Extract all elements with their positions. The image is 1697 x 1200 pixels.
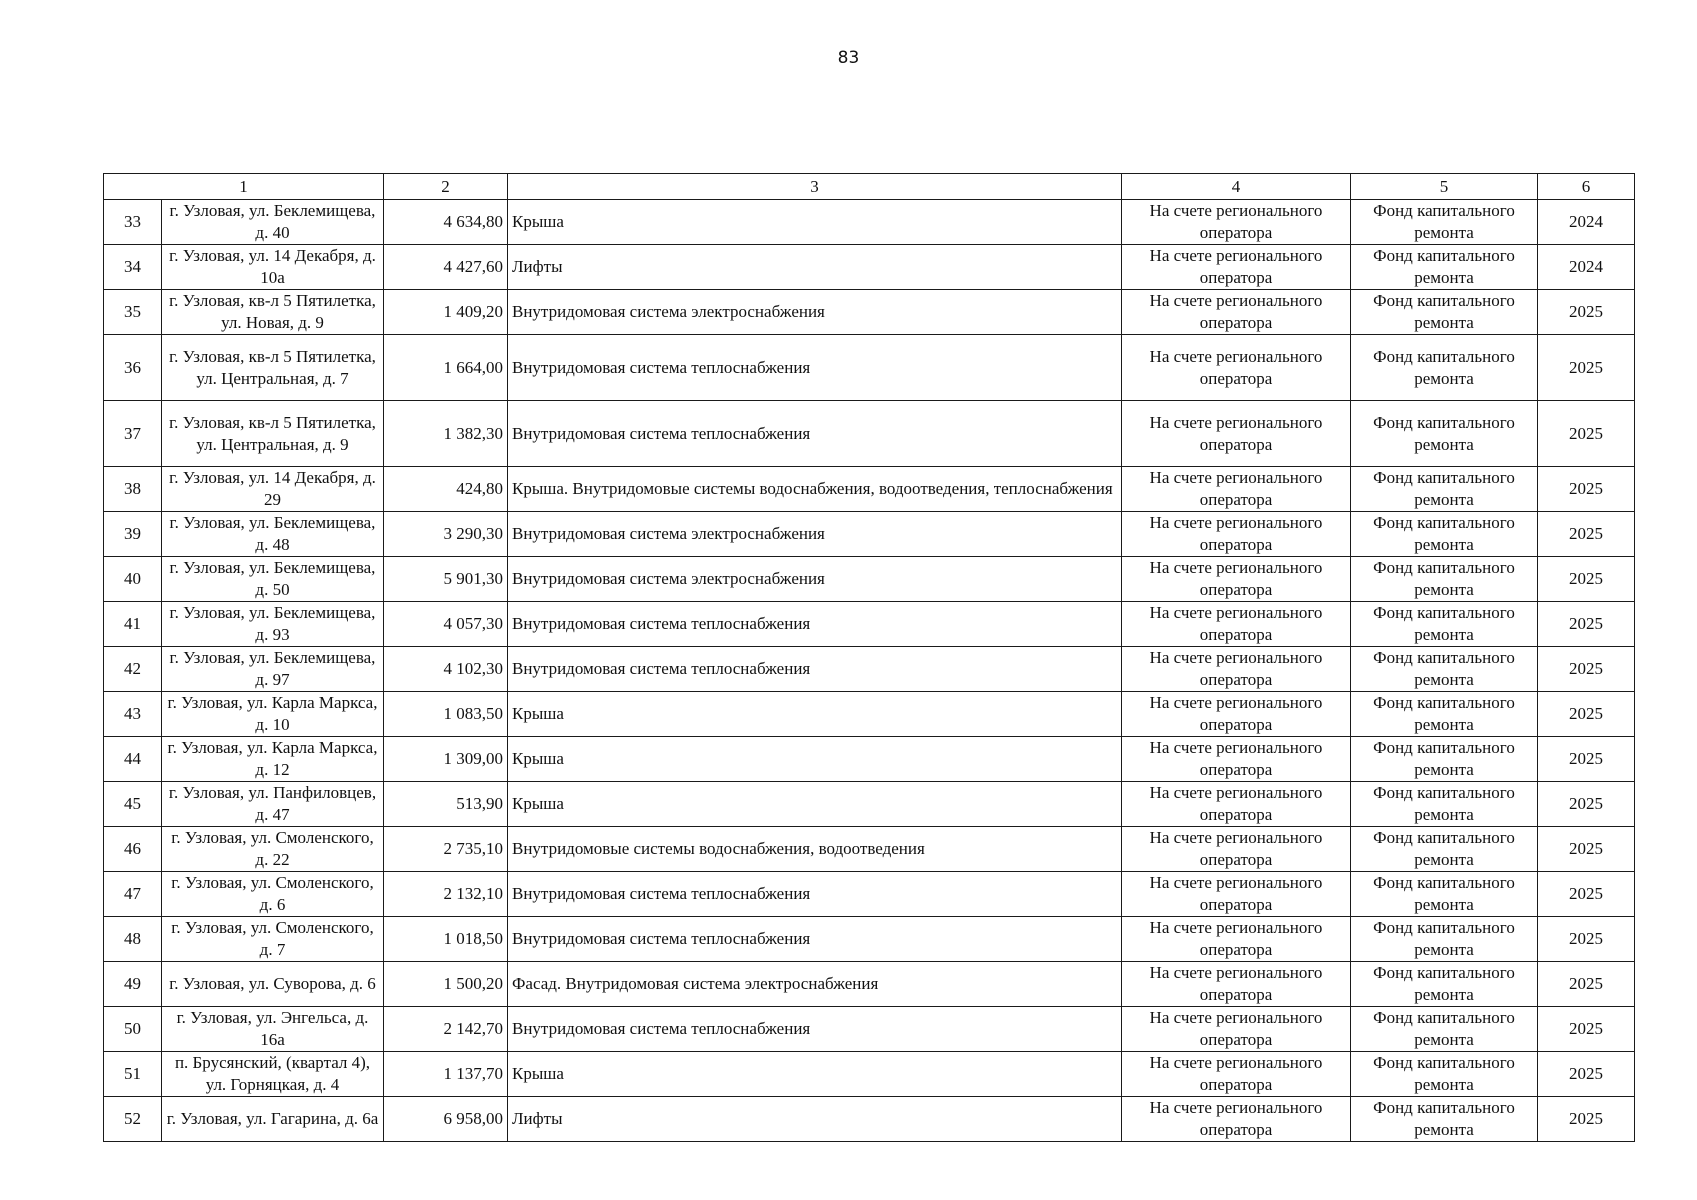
work-types-cell: Крыша. Внутридомовые системы водоснабжения, водоотведения, теплоснабжения xyxy=(508,467,1122,512)
table-row xyxy=(104,602,1635,647)
header-cell-5: 5 xyxy=(1351,174,1538,200)
row-number-cell: 41 xyxy=(104,602,162,647)
table-row xyxy=(104,737,1635,782)
row-number-cell: 45 xyxy=(104,782,162,827)
funding-source-cell: Фонд капитального ремонта xyxy=(1351,290,1538,335)
funding-source-cell: Фонд капитального ремонта xyxy=(1351,245,1538,290)
work-types-cell: Крыша xyxy=(508,200,1122,245)
year-cell: 2025 xyxy=(1538,557,1635,602)
funding-source-cell: Фонд капитального ремонта xyxy=(1351,200,1538,245)
funding-source-cell: Фонд капитального ремонта xyxy=(1351,1007,1538,1052)
funding-source-cell: Фонд капитального ремонта xyxy=(1351,737,1538,782)
cost-cell: 4 634,80 xyxy=(384,200,508,245)
table-row xyxy=(104,647,1635,692)
fund-account-cell: На счете регионального оператора xyxy=(1122,1052,1351,1097)
address-cell: г. Узловая, ул. Беклемищева, д. 97 xyxy=(162,647,384,692)
cost-cell: 1 083,50 xyxy=(384,692,508,737)
funding-source-cell: Фонд капитального ремонта xyxy=(1351,557,1538,602)
work-types-cell: Крыша xyxy=(508,1052,1122,1097)
table-row xyxy=(104,692,1635,737)
row-number-cell: 36 xyxy=(104,335,162,401)
header-cell-6: 6 xyxy=(1538,174,1635,200)
cost-cell: 5 901,30 xyxy=(384,557,508,602)
address-cell: г. Узловая, кв-л 5 Пятилетка, ул. Центральная, д. 7 xyxy=(162,335,384,401)
address-cell: г. Узловая, ул. Панфиловцев, д. 47 xyxy=(162,782,384,827)
table-row xyxy=(104,335,1635,401)
row-number-cell: 50 xyxy=(104,1007,162,1052)
year-cell: 2025 xyxy=(1538,401,1635,467)
fund-account-cell: На счете регионального оператора xyxy=(1122,962,1351,1007)
address-cell: г. Узловая, кв-л 5 Пятилетка, ул. Центральная, д. 9 xyxy=(162,401,384,467)
year-cell: 2025 xyxy=(1538,782,1635,827)
table-row xyxy=(104,962,1635,1007)
work-types-cell: Внутридомовая система электроснабжения xyxy=(508,512,1122,557)
cost-cell: 4 427,60 xyxy=(384,245,508,290)
table-header xyxy=(104,174,1635,200)
funding-source-cell: Фонд капитального ремонта xyxy=(1351,467,1538,512)
funding-source-cell: Фонд капитального ремонта xyxy=(1351,647,1538,692)
work-types-cell: Лифты xyxy=(508,245,1122,290)
funding-source-cell: Фонд капитального ремонта xyxy=(1351,962,1538,1007)
cost-cell: 513,90 xyxy=(384,782,508,827)
fund-account-cell: На счете регионального оператора xyxy=(1122,602,1351,647)
cost-cell: 6 958,00 xyxy=(384,1097,508,1142)
address-cell: г. Узловая, ул. 14 Декабря, д. 10а xyxy=(162,245,384,290)
cost-cell: 1 382,30 xyxy=(384,401,508,467)
table-row xyxy=(104,1007,1635,1052)
address-cell: г. Узловая, ул. Беклемищева, д. 48 xyxy=(162,512,384,557)
row-number-cell: 42 xyxy=(104,647,162,692)
year-cell: 2025 xyxy=(1538,335,1635,401)
cost-cell: 2 735,10 xyxy=(384,827,508,872)
row-number-cell: 43 xyxy=(104,692,162,737)
cost-cell: 1 500,20 xyxy=(384,962,508,1007)
row-number-cell: 33 xyxy=(104,200,162,245)
year-cell: 2025 xyxy=(1538,737,1635,782)
fund-account-cell: На счете регионального оператора xyxy=(1122,245,1351,290)
year-cell: 2025 xyxy=(1538,872,1635,917)
cost-cell: 1 137,70 xyxy=(384,1052,508,1097)
address-cell: г. Узловая, ул. Гагарина, д. 6а xyxy=(162,1097,384,1142)
cost-cell: 4 102,30 xyxy=(384,647,508,692)
table-body xyxy=(104,200,1635,1142)
fund-account-cell: На счете регионального оператора xyxy=(1122,335,1351,401)
work-types-cell: Внутридомовая система теплоснабжения xyxy=(508,335,1122,401)
table-row xyxy=(104,401,1635,467)
row-number-cell: 48 xyxy=(104,917,162,962)
year-cell: 2025 xyxy=(1538,827,1635,872)
year-cell: 2025 xyxy=(1538,1052,1635,1097)
fund-account-cell: На счете регионального оператора xyxy=(1122,647,1351,692)
address-cell: г. Узловая, кв-л 5 Пятилетка, ул. Новая, д. 9 xyxy=(162,290,384,335)
year-cell: 2025 xyxy=(1538,962,1635,1007)
work-types-cell: Крыша xyxy=(508,692,1122,737)
row-number-cell: 49 xyxy=(104,962,162,1007)
work-types-cell: Внутридомовая система теплоснабжения xyxy=(508,647,1122,692)
fund-account-cell: На счете регионального оператора xyxy=(1122,737,1351,782)
address-cell: п. Брусянский, (квартал 4), ул. Горняцкая, д. 4 xyxy=(162,1052,384,1097)
address-cell: г. Узловая, ул. Карла Маркса, д. 12 xyxy=(162,737,384,782)
work-types-cell: Внутридомовая система теплоснабжения xyxy=(508,602,1122,647)
table-row xyxy=(104,245,1635,290)
funding-source-cell: Фонд капитального ремонта xyxy=(1351,1097,1538,1142)
fund-account-cell: На счете регионального оператора xyxy=(1122,401,1351,467)
cost-cell: 1 309,00 xyxy=(384,737,508,782)
funding-source-cell: Фонд капитального ремонта xyxy=(1351,335,1538,401)
address-cell: г. Узловая, ул. Смоленского, д. 6 xyxy=(162,872,384,917)
fund-account-cell: На счете регионального оператора xyxy=(1122,290,1351,335)
table-row xyxy=(104,917,1635,962)
address-cell: г. Узловая, ул. Суворова, д. 6 xyxy=(162,962,384,1007)
table-row xyxy=(104,782,1635,827)
address-cell: г. Узловая, ул. Смоленского, д. 7 xyxy=(162,917,384,962)
year-cell: 2025 xyxy=(1538,1007,1635,1052)
row-number-cell: 40 xyxy=(104,557,162,602)
work-types-cell: Внутридомовая система теплоснабжения xyxy=(508,1007,1122,1052)
funding-source-cell: Фонд капитального ремонта xyxy=(1351,782,1538,827)
year-cell: 2024 xyxy=(1538,200,1635,245)
fund-account-cell: На счете регионального оператора xyxy=(1122,1097,1351,1142)
header-cell-1: 1 xyxy=(104,174,384,200)
funding-source-cell: Фонд капитального ремонта xyxy=(1351,602,1538,647)
year-cell: 2025 xyxy=(1538,647,1635,692)
fund-account-cell: На счете регионального оператора xyxy=(1122,872,1351,917)
table-row xyxy=(104,827,1635,872)
year-cell: 2025 xyxy=(1538,917,1635,962)
cost-cell: 1 409,20 xyxy=(384,290,508,335)
address-cell: г. Узловая, ул. Энгельса, д. 16а xyxy=(162,1007,384,1052)
address-cell: г. Узловая, ул. Карла Маркса, д. 10 xyxy=(162,692,384,737)
header-row xyxy=(104,174,1635,200)
year-cell: 2025 xyxy=(1538,467,1635,512)
row-number-cell: 38 xyxy=(104,467,162,512)
funding-source-cell: Фонд капитального ремонта xyxy=(1351,827,1538,872)
row-number-cell: 47 xyxy=(104,872,162,917)
table-row xyxy=(104,200,1635,245)
header-cell-4: 4 xyxy=(1122,174,1351,200)
year-cell: 2024 xyxy=(1538,245,1635,290)
row-number-cell: 52 xyxy=(104,1097,162,1142)
fund-account-cell: На счете регионального оператора xyxy=(1122,512,1351,557)
year-cell: 2025 xyxy=(1538,602,1635,647)
funding-source-cell: Фонд капитального ремонта xyxy=(1351,401,1538,467)
address-cell: г. Узловая, ул. 14 Декабря, д. 29 xyxy=(162,467,384,512)
row-number-cell: 35 xyxy=(104,290,162,335)
table-row xyxy=(104,290,1635,335)
work-types-cell: Крыша xyxy=(508,737,1122,782)
row-number-cell: 34 xyxy=(104,245,162,290)
row-number-cell: 44 xyxy=(104,737,162,782)
work-types-cell: Внутридомовая система теплоснабжения xyxy=(508,401,1122,467)
work-types-cell: Внутридомовые системы водоснабжения, водоотведения xyxy=(508,827,1122,872)
cost-cell: 4 057,30 xyxy=(384,602,508,647)
funding-source-cell: Фонд капитального ремонта xyxy=(1351,1052,1538,1097)
fund-account-cell: На счете регионального оператора xyxy=(1122,917,1351,962)
table-row xyxy=(104,1097,1635,1142)
funding-source-cell: Фонд капитального ремонта xyxy=(1351,692,1538,737)
table-row xyxy=(104,872,1635,917)
year-cell: 2025 xyxy=(1538,692,1635,737)
cost-cell: 424,80 xyxy=(384,467,508,512)
table-row xyxy=(104,1052,1635,1097)
table-row xyxy=(104,557,1635,602)
address-cell: г. Узловая, ул. Смоленского, д. 22 xyxy=(162,827,384,872)
funding-source-cell: Фонд капитального ремонта xyxy=(1351,872,1538,917)
work-types-cell: Внутридомовая система электроснабжения xyxy=(508,290,1122,335)
work-types-cell: Внутридомовая система теплоснабжения xyxy=(508,872,1122,917)
year-cell: 2025 xyxy=(1538,290,1635,335)
table-row xyxy=(104,512,1635,557)
cost-cell: 1 018,50 xyxy=(384,917,508,962)
work-types-cell: Внутридомовая система электроснабжения xyxy=(508,557,1122,602)
work-types-cell: Внутридомовая система теплоснабжения xyxy=(508,917,1122,962)
year-cell: 2025 xyxy=(1538,512,1635,557)
year-cell: 2025 xyxy=(1538,1097,1635,1142)
fund-account-cell: На счете регионального оператора xyxy=(1122,557,1351,602)
header-cell-3: 3 xyxy=(508,174,1122,200)
page-number: 83 xyxy=(837,48,860,68)
address-cell: г. Узловая, ул. Беклемищева, д. 93 xyxy=(162,602,384,647)
work-types-cell: Лифты xyxy=(508,1097,1122,1142)
row-number-cell: 39 xyxy=(104,512,162,557)
fund-account-cell: На счете регионального оператора xyxy=(1122,1007,1351,1052)
cost-cell: 1 664,00 xyxy=(384,335,508,401)
fund-account-cell: На счете регионального оператора xyxy=(1122,692,1351,737)
funding-source-cell: Фонд капитального ремонта xyxy=(1351,512,1538,557)
cost-cell: 2 132,10 xyxy=(384,872,508,917)
cost-cell: 2 142,70 xyxy=(384,1007,508,1052)
table-row xyxy=(104,467,1635,512)
row-number-cell: 51 xyxy=(104,1052,162,1097)
work-types-cell: Крыша xyxy=(508,782,1122,827)
cost-cell: 3 290,30 xyxy=(384,512,508,557)
address-cell: г. Узловая, ул. Беклемищева, д. 50 xyxy=(162,557,384,602)
fund-account-cell: На счете регионального оператора xyxy=(1122,827,1351,872)
fund-account-cell: На счете регионального оператора xyxy=(1122,200,1351,245)
row-number-cell: 37 xyxy=(104,401,162,467)
address-cell: г. Узловая, ул. Беклемищева, д. 40 xyxy=(162,200,384,245)
header-cell-2: 2 xyxy=(384,174,508,200)
work-types-cell: Фасад. Внутридомовая система электроснабжения xyxy=(508,962,1122,1007)
funding-source-cell: Фонд капитального ремонта xyxy=(1351,917,1538,962)
row-number-cell: 46 xyxy=(104,827,162,872)
fund-account-cell: На счете регионального оператора xyxy=(1122,782,1351,827)
fund-account-cell: На счете регионального оператора xyxy=(1122,467,1351,512)
capital-repair-table xyxy=(103,173,1635,1142)
